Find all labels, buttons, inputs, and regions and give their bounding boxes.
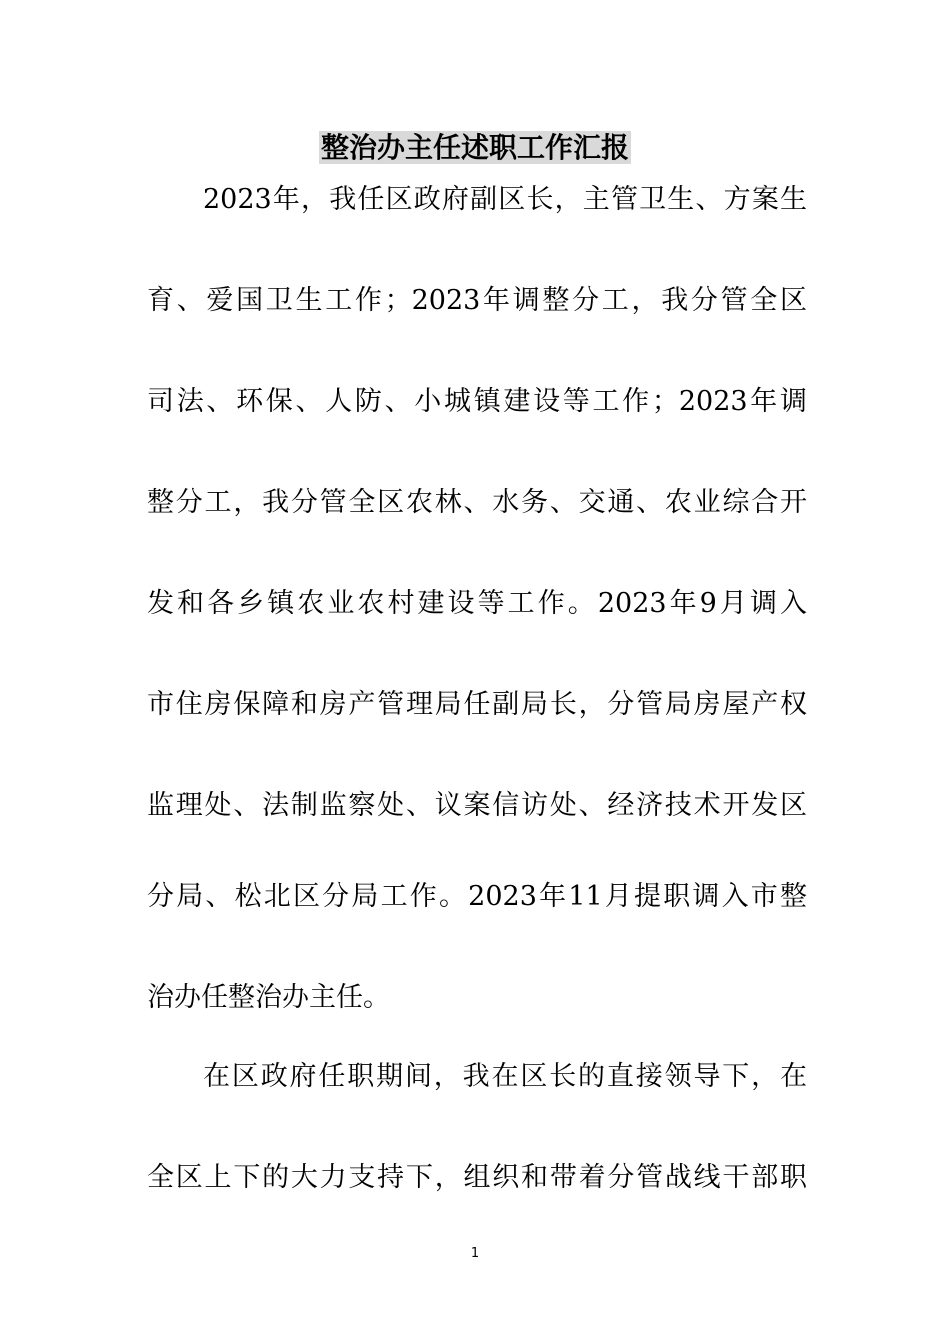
paragraph-line: 治办任整治办主任。 <box>147 982 390 1013</box>
paragraph-line: 监理处、法制监察处、议案信访处、经济技术开发区 <box>147 790 807 821</box>
paragraph-line: 司法、环保、人防、小城镇建设等工作；2023年调 <box>147 386 807 417</box>
paragraph-line: 全区上下的大力支持下，组织和带着分管战线干部职 <box>147 1162 807 1193</box>
page-number: 1 <box>470 1246 480 1261</box>
document-title <box>0 128 950 168</box>
paragraph-line: 分局、松北区分局工作。2023年11月提职调入市整 <box>147 881 807 912</box>
paragraph-line: 在区政府任职期间，我在区长的直接领导下，在 <box>203 1061 807 1092</box>
paragraph-line: 育、爱国卫生工作；2023年调整分工，我分管全区 <box>147 285 807 316</box>
paragraph-line: 整分工，我分管全区农林、水务、交通、农业综合开 <box>147 487 807 518</box>
paragraph-line: 发和各乡镇农业农村建设等工作。2023年9月调入 <box>147 588 807 619</box>
paragraph-line: 市住房保障和房产管理局任副局长，分管局房屋产权 <box>147 689 807 720</box>
document-title-text: 整治办主任述职工作汇报 <box>320 131 629 164</box>
paragraph-line: 2023年，我任区政府副区长，主管卫生、方案生 <box>203 184 807 215</box>
